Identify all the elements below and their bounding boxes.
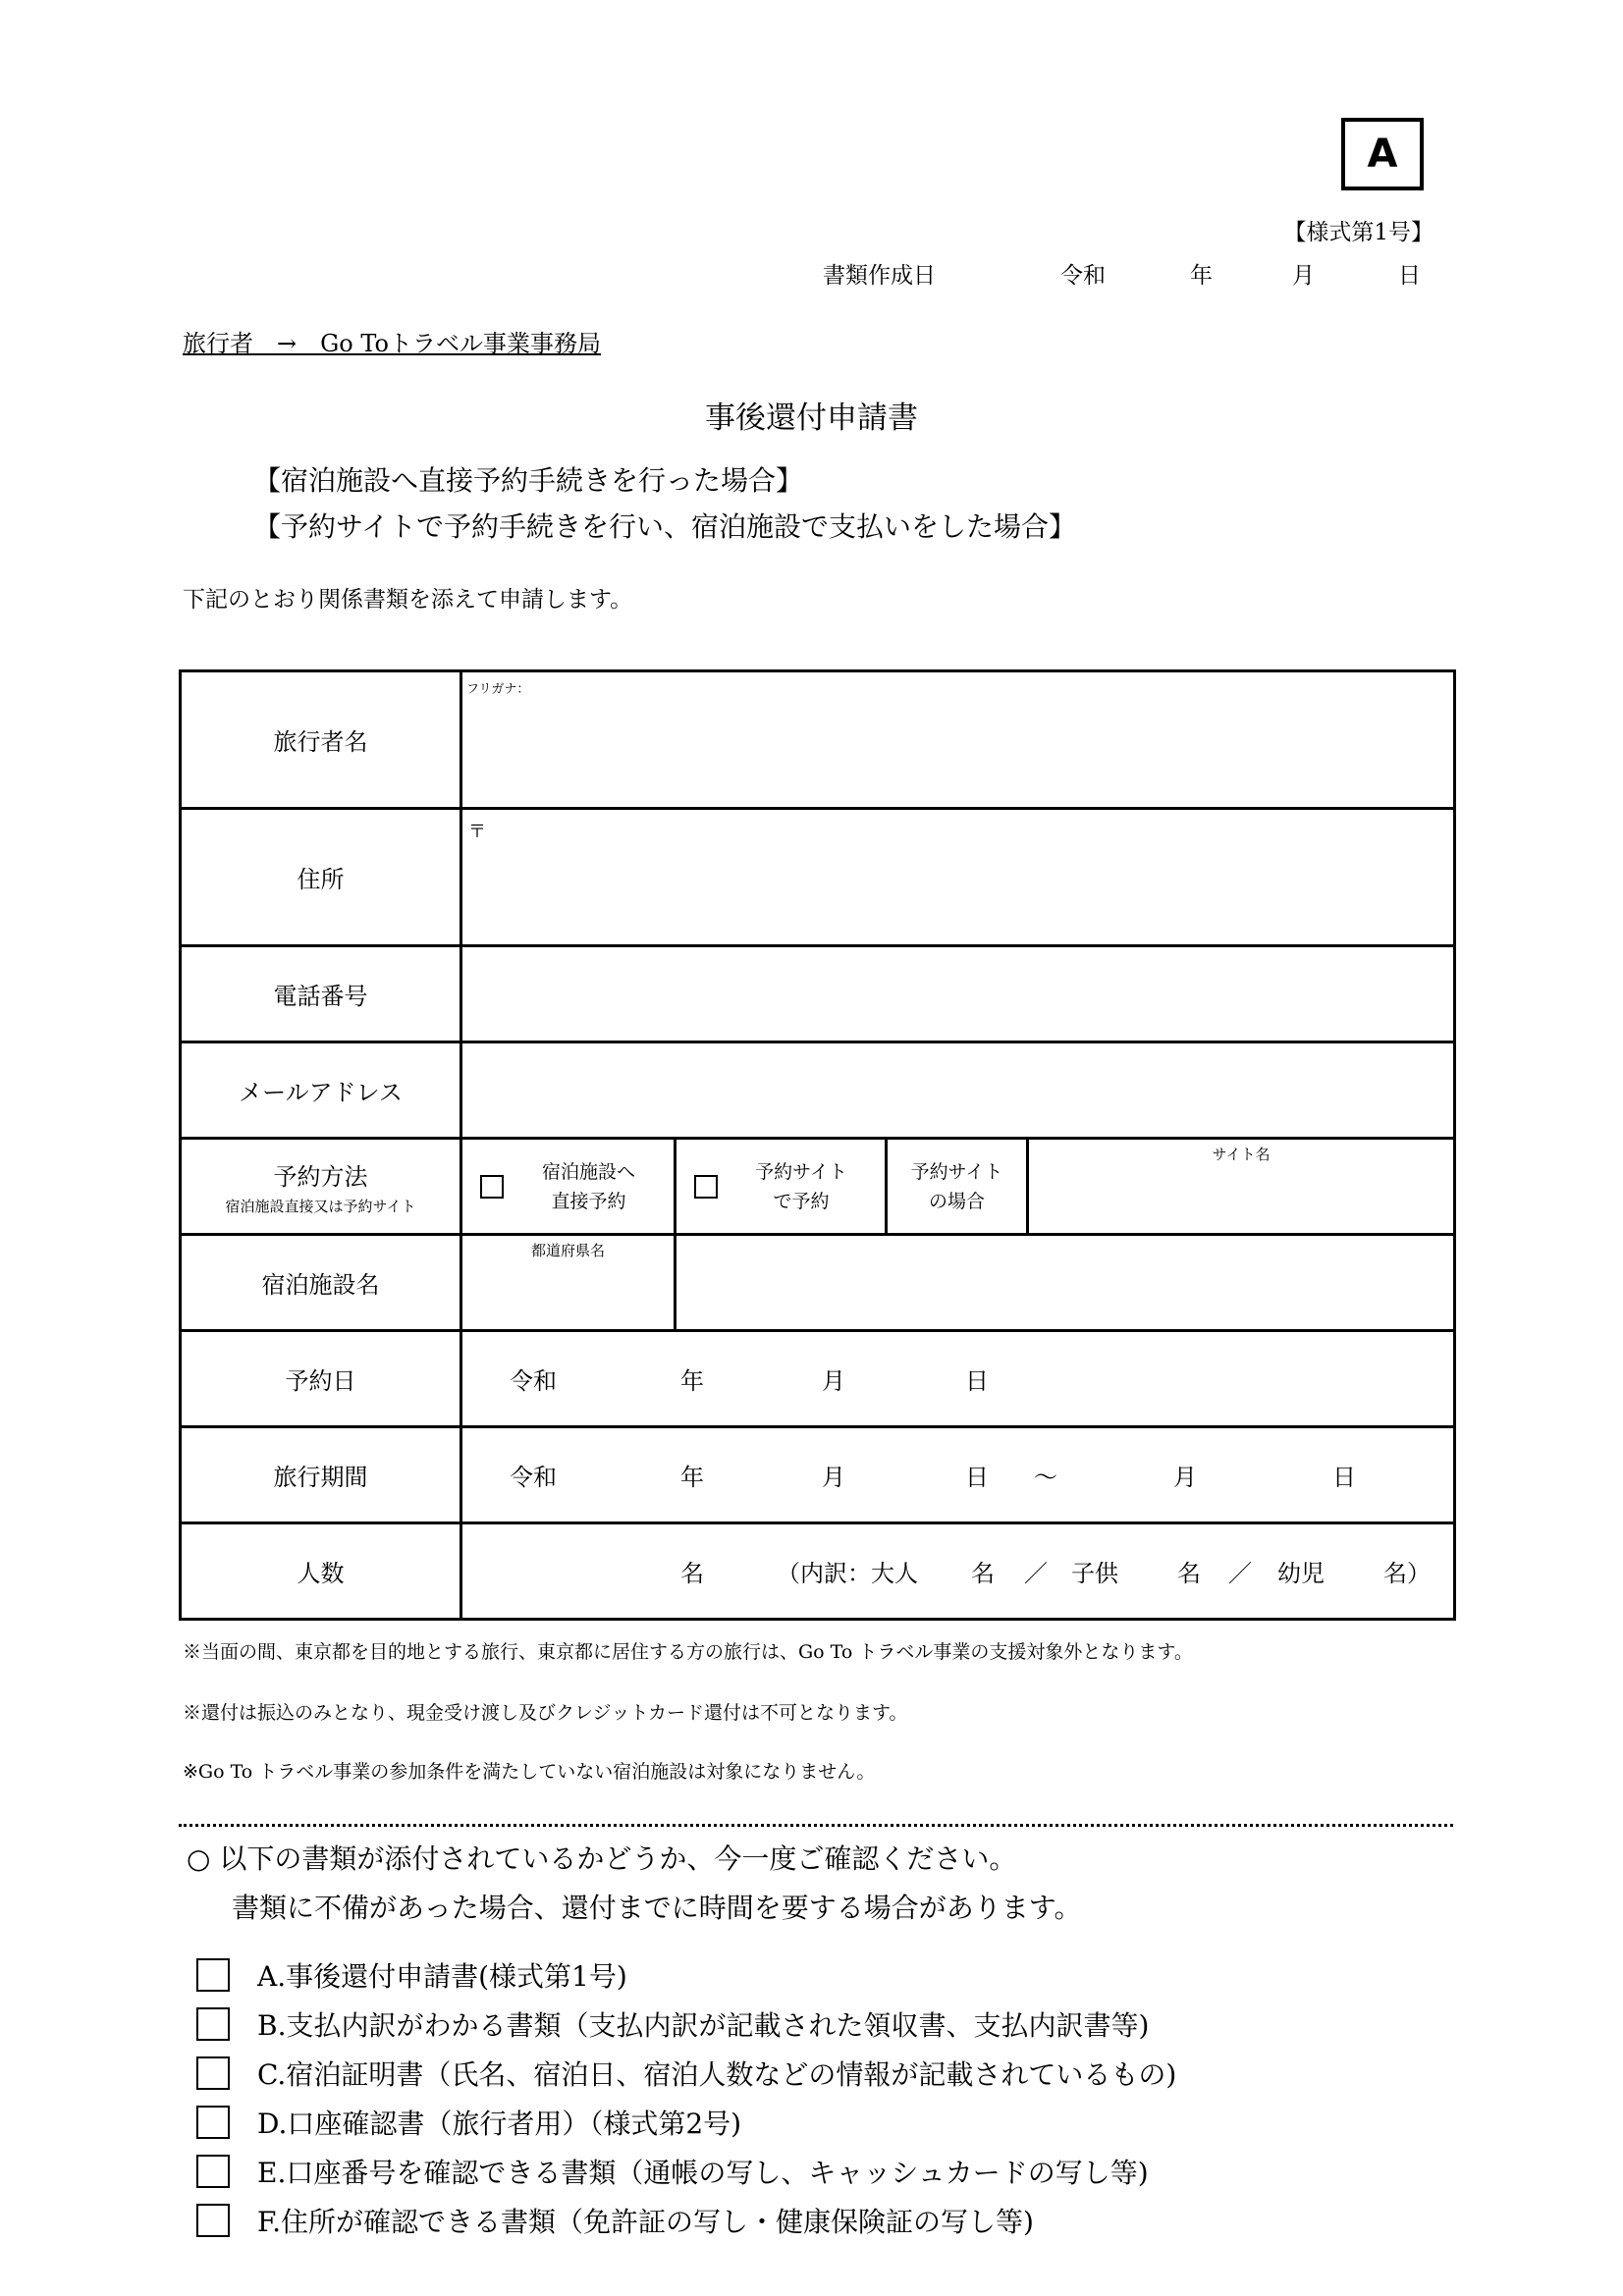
travel-period-tilde: ～: [1034, 1464, 1057, 1491]
row-reservation-method: [181, 1139, 1455, 1235]
people-child-unit: 名: [1177, 1560, 1201, 1587]
people-child-label: 子供: [1071, 1560, 1118, 1587]
checklist-item-d: [196, 2103, 741, 2142]
travel-period-label: 旅行期間: [181, 1427, 461, 1523]
travel-period-year: 年: [680, 1464, 704, 1491]
note-tokyo: ※当面の間、東京都を目的地とする旅行、東京都に居住する方の旅行は、Go To トラベル事業の支援対象外となります。: [183, 1641, 1193, 1663]
checklist-checkbox[interactable]: [196, 2007, 230, 2041]
subtitle-site: 【予約サイトで予約手続きを行い、宿泊施設で支払いをした場合】: [253, 510, 1077, 543]
option-direct-line2: 直接予約: [551, 1190, 626, 1212]
site-name-field[interactable]: [1028, 1139, 1455, 1235]
form-code-box: A: [1341, 118, 1424, 190]
reservation-date-month: 月: [822, 1367, 845, 1395]
row-phone: [181, 946, 1455, 1042]
email-field[interactable]: [461, 1042, 1455, 1139]
route-line: 旅行者 → Go Toトラベル事業事務局: [183, 330, 601, 357]
people-infant-label: 幼児: [1277, 1560, 1325, 1587]
confirmation-line1: ○ 以下の書類が添付されているかどうか、今一度ご確認ください。: [187, 1842, 1017, 1875]
reservation-date-day: 日: [965, 1367, 989, 1395]
checklist-checkbox[interactable]: [196, 1958, 230, 1992]
checklist-item-e: [196, 2152, 1149, 2191]
people-slash-1: ／: [1024, 1560, 1048, 1587]
checklist-item-c: [196, 2054, 1176, 2093]
option-site-line1: 予約サイト: [755, 1160, 847, 1183]
creation-date-year: 年: [1190, 263, 1213, 289]
reservation-date-label: 予約日: [181, 1331, 461, 1427]
creation-date-label: 書類作成日: [823, 263, 936, 289]
prefecture-field[interactable]: [461, 1235, 676, 1331]
checklist-label: D.口座確認書（旅行者用）（様式第2号): [257, 2108, 742, 2140]
phone-label: 電話番号: [181, 946, 461, 1042]
site-name-label: サイト名: [1212, 1146, 1271, 1163]
site-case-cell: [887, 1139, 1028, 1235]
application-form-table: [179, 669, 1456, 1621]
reservation-date-era: 令和: [510, 1367, 557, 1395]
row-facility: [181, 1235, 1455, 1331]
people-slash-2: ／: [1228, 1560, 1252, 1587]
prefecture-label: 都道府県名: [530, 1242, 605, 1259]
site-reservation-checkbox[interactable]: [694, 1175, 718, 1199]
traveler-name-field[interactable]: [461, 671, 1455, 809]
form-number: 【様式第1号】: [1283, 220, 1434, 245]
creation-date-day: 日: [1398, 263, 1421, 289]
note-refund-method: ※還付は振込のみとなり、現金受け渡し及びクレジットカード還付は不可となります。: [183, 1702, 908, 1724]
furigana-label: フリガナ：: [466, 682, 530, 697]
document-title: 事後還付申請書: [705, 400, 918, 436]
checklist-checkbox[interactable]: [196, 2155, 230, 2188]
site-case-line1: 予約サイト: [910, 1160, 1003, 1183]
dotted-divider: [179, 1824, 1453, 1827]
checklist-item-b: [196, 2004, 1149, 2044]
option-site-cell[interactable]: [676, 1139, 887, 1235]
people-adult-unit: 名: [971, 1560, 995, 1587]
row-email: [181, 1042, 1455, 1139]
row-reservation-date: [181, 1331, 1455, 1427]
option-direct-text: [504, 1157, 674, 1216]
creation-date-era: 令和: [1060, 263, 1106, 289]
option-site-line2: で予約: [773, 1190, 830, 1212]
phone-field[interactable]: [461, 946, 1455, 1042]
checklist-checkbox[interactable]: [196, 2106, 230, 2139]
facility-name-field[interactable]: [676, 1235, 1455, 1331]
checklist-label: B.支払内訳がわかる書類（支払内訳が記載された領収書、支払内訳書等): [257, 2009, 1150, 2042]
checklist-label: A.事後還付申請書(様式第1号): [257, 1960, 627, 1993]
travel-period-month-end: 月: [1173, 1464, 1197, 1491]
facility-label: 宿泊施設名: [181, 1235, 461, 1331]
checklist-label: C.宿泊証明書（氏名、宿泊日、宿泊人数などの情報が記載されているもの): [257, 2058, 1177, 2091]
confirmation-line2: 書類に不備があった場合、還付までに時間を要する場合があります。: [232, 1892, 1082, 1924]
travel-period-month-start: 月: [822, 1464, 845, 1491]
row-address: [181, 809, 1455, 946]
traveler-name-label: 旅行者名: [181, 671, 461, 809]
row-traveler-name: [181, 671, 1455, 809]
reservation-date-field[interactable]: [461, 1331, 1455, 1427]
intro-text: 下記のとおり関係書類を添えて申請します。: [183, 587, 633, 613]
checklist-label: E.口座番号を確認できる書類（通帳の写し、キャッシュカードの写し等): [257, 2157, 1149, 2189]
travel-period-era: 令和: [510, 1464, 557, 1491]
site-case-line2: の場合: [928, 1190, 985, 1212]
row-travel-period: [181, 1427, 1455, 1523]
creation-date-month: 月: [1292, 263, 1315, 289]
checklist-item-a: [196, 1955, 627, 1995]
option-site-text: [718, 1157, 885, 1216]
checklist-item-f: [196, 2201, 1034, 2240]
people-field[interactable]: [461, 1523, 1455, 1620]
reservation-method-cell: [181, 1139, 461, 1235]
people-infant-unit: 名）: [1383, 1560, 1431, 1587]
people-breakdown-adult: （内訳：大人: [777, 1560, 918, 1587]
subtitle-direct: 【宿泊施設へ直接予約手続きを行った場合】: [253, 464, 804, 497]
checklist-label: F.住所が確認できる書類（免許証の写し・健康保険証の写し等): [257, 2206, 1034, 2238]
option-direct-line1: 宿泊施設へ: [541, 1160, 635, 1183]
travel-period-field[interactable]: [461, 1427, 1455, 1523]
checklist-checkbox[interactable]: [196, 2056, 230, 2090]
travel-period-day-start: 日: [965, 1464, 989, 1491]
people-total-unit: 名: [680, 1560, 704, 1587]
checklist-checkbox[interactable]: [196, 2204, 230, 2237]
address-label: 住所: [181, 809, 461, 946]
reservation-method-sublabel: 宿泊施設直接又は予約サイト: [225, 1197, 416, 1215]
postal-mark: 〒: [468, 822, 486, 842]
reservation-date-year: 年: [680, 1367, 704, 1395]
option-direct-cell[interactable]: [461, 1139, 676, 1235]
note-facility-conditions: ※Go To トラベル事業の参加条件を満たしていない宿泊施設は対象になりません。: [183, 1761, 876, 1783]
address-field[interactable]: [461, 809, 1455, 946]
email-label: メールアドレス: [181, 1042, 461, 1139]
travel-period-day-end: 日: [1332, 1464, 1356, 1491]
people-label: 人数: [181, 1523, 461, 1620]
row-people: [181, 1523, 1455, 1620]
direct-reservation-checkbox[interactable]: [480, 1175, 504, 1199]
reservation-method-label: 予約方法: [273, 1162, 368, 1191]
